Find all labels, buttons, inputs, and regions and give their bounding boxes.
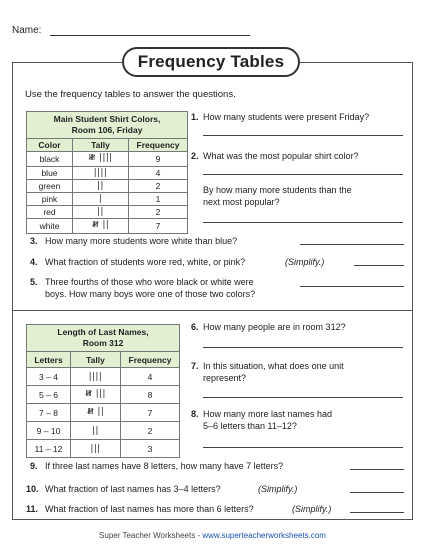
question-text: boys. How many boys wore one of those two colors? (45, 289, 256, 299)
column-header: Tally (73, 139, 129, 152)
section-divider (12, 310, 413, 311)
answer-line-5[interactable] (300, 286, 404, 287)
answer-line-2b[interactable] (203, 222, 403, 223)
caption-line: Main Student Shirt Colors, (53, 114, 161, 124)
tally-marks: 𝍸 |||| (73, 152, 129, 167)
tally-marks: | (73, 193, 129, 206)
frequency-value: 2 (121, 422, 180, 440)
row-label: white (27, 219, 73, 234)
caption-line: Room 106, Friday (71, 125, 143, 135)
frequency-value: 8 (121, 386, 180, 404)
question-text: represent? (203, 373, 247, 383)
question-text: What fraction of last names has 3–4 letters? (45, 484, 221, 494)
question-4 (30, 256, 340, 268)
answer-line-10[interactable] (350, 492, 404, 493)
question-text: How many people are in room 312? (203, 322, 346, 332)
question-number: 8. (191, 409, 199, 419)
question-number: 11. (26, 504, 39, 514)
question-number: 1. (191, 112, 199, 122)
frequency-value: 4 (121, 368, 180, 386)
name-label: Name: (12, 25, 42, 36)
frequency-value: 1 (129, 193, 188, 206)
caption-line: Room 312 (82, 338, 124, 348)
answer-line-9[interactable] (350, 469, 404, 470)
row-label: red (27, 206, 73, 219)
frequency-value: 2 (129, 180, 188, 193)
question-2 (191, 150, 406, 162)
answer-line-11[interactable] (350, 512, 404, 513)
question-7 (191, 360, 406, 384)
answer-line-4[interactable] (354, 265, 404, 266)
frequency-value: 9 (129, 152, 188, 167)
question-1 (191, 111, 406, 123)
answer-line-2[interactable] (203, 174, 403, 175)
footer-brand: Super Teacher Worksheets - (99, 531, 203, 540)
question-number: 3. (30, 236, 38, 246)
row-label: green (27, 180, 73, 193)
question-text: 5–6 letters than 11–12? (203, 421, 297, 431)
row-label: 5 – 6 (27, 386, 71, 404)
tally-marks: ||| (71, 440, 121, 458)
question-text: What fraction of students wore red, white, or pink? (45, 257, 246, 267)
question-number: 4. (30, 257, 38, 267)
tally-marks: 𝍸 ||| (71, 386, 121, 404)
question-10 (26, 483, 346, 495)
row-label: 3 – 4 (27, 368, 71, 386)
question-11 (26, 503, 350, 515)
page-title: Frequency Tables (122, 47, 300, 77)
question-text: next most popular? (203, 197, 280, 207)
question-9 (30, 460, 350, 472)
table-row (27, 386, 180, 404)
question-text: In this situation, what does one unit (203, 361, 344, 371)
table-row (27, 152, 188, 167)
frequency-value: 3 (121, 440, 180, 458)
table-row (27, 193, 188, 206)
question-number: 9. (30, 461, 38, 471)
table-row (27, 167, 188, 180)
table-row (27, 206, 188, 219)
table-caption (27, 325, 180, 352)
table-caption (27, 112, 188, 139)
name-answer-line[interactable] (50, 35, 250, 36)
question-6 (191, 321, 406, 333)
question-text: How many students were present Friday? (203, 112, 370, 122)
frequency-value: 2 (129, 206, 188, 219)
frequency-value: 4 (129, 167, 188, 180)
answer-line-3[interactable] (300, 244, 404, 245)
tally-marks: || (73, 180, 129, 193)
tally-marks: || (71, 422, 121, 440)
row-label: 11 – 12 (27, 440, 71, 458)
simplify-note: (Simplify.) (292, 504, 332, 514)
frequency-value: 7 (129, 219, 188, 234)
question-text: What was the most popular shirt color? (203, 151, 359, 161)
question-number: 7. (191, 361, 199, 371)
question-3 (30, 235, 300, 247)
question-text: How many more students wore white than blue? (45, 236, 238, 246)
answer-line-1[interactable] (203, 135, 403, 136)
table-row (27, 180, 188, 193)
simplify-note: (Simplify.) (258, 484, 298, 494)
tally-marks: |||| (73, 167, 129, 180)
question-number: 10. (26, 484, 39, 494)
column-header: Tally (71, 352, 121, 368)
question-text: Three fourths of those who wore black or white were (45, 277, 254, 287)
table-row (27, 368, 180, 386)
question-text: By how many more students than the (203, 185, 352, 195)
row-label: blue (27, 167, 73, 180)
table-row (27, 422, 180, 440)
row-label: 7 – 8 (27, 404, 71, 422)
question-5 (30, 276, 300, 300)
table-row (27, 404, 180, 422)
table-row (27, 440, 180, 458)
row-label: black (27, 152, 73, 167)
footer-link[interactable]: www.superteacherworksheets.com (202, 531, 326, 540)
instructions: Use the frequency tables to answer the questions. (25, 89, 236, 100)
question-text: How many more last names had (203, 409, 333, 419)
simplify-note: (Simplify.) (285, 257, 325, 267)
column-header: Letters (27, 352, 71, 368)
footer (0, 531, 425, 540)
answer-line-6[interactable] (203, 347, 403, 348)
question-number: 2. (191, 151, 199, 161)
question-8 (191, 408, 406, 432)
answer-line-8[interactable] (203, 447, 403, 448)
frequency-value: 7 (121, 404, 180, 422)
tally-marks: || (73, 206, 129, 219)
answer-line-7[interactable] (203, 397, 403, 398)
shirt-color-table (26, 111, 188, 234)
column-header: Frequency (129, 139, 188, 152)
last-name-length-table (26, 324, 180, 458)
question-text: If three last names have 8 letters, how many have 7 letters? (45, 461, 284, 471)
table-row (27, 219, 188, 234)
question-2b (203, 184, 413, 208)
tally-marks: 𝍸 || (73, 219, 129, 234)
question-number: 5. (30, 277, 38, 287)
row-label: pink (27, 193, 73, 206)
row-label: 9 – 10 (27, 422, 71, 440)
caption-line: Length of Last Names, (57, 327, 149, 337)
question-text: What fraction of last names has more than 6 letters? (45, 504, 254, 514)
tally-marks: 𝍸 || (71, 404, 121, 422)
tally-marks: |||| (71, 368, 121, 386)
column-header: Frequency (121, 352, 180, 368)
question-number: 6. (191, 322, 199, 332)
column-header: Color (27, 139, 73, 152)
